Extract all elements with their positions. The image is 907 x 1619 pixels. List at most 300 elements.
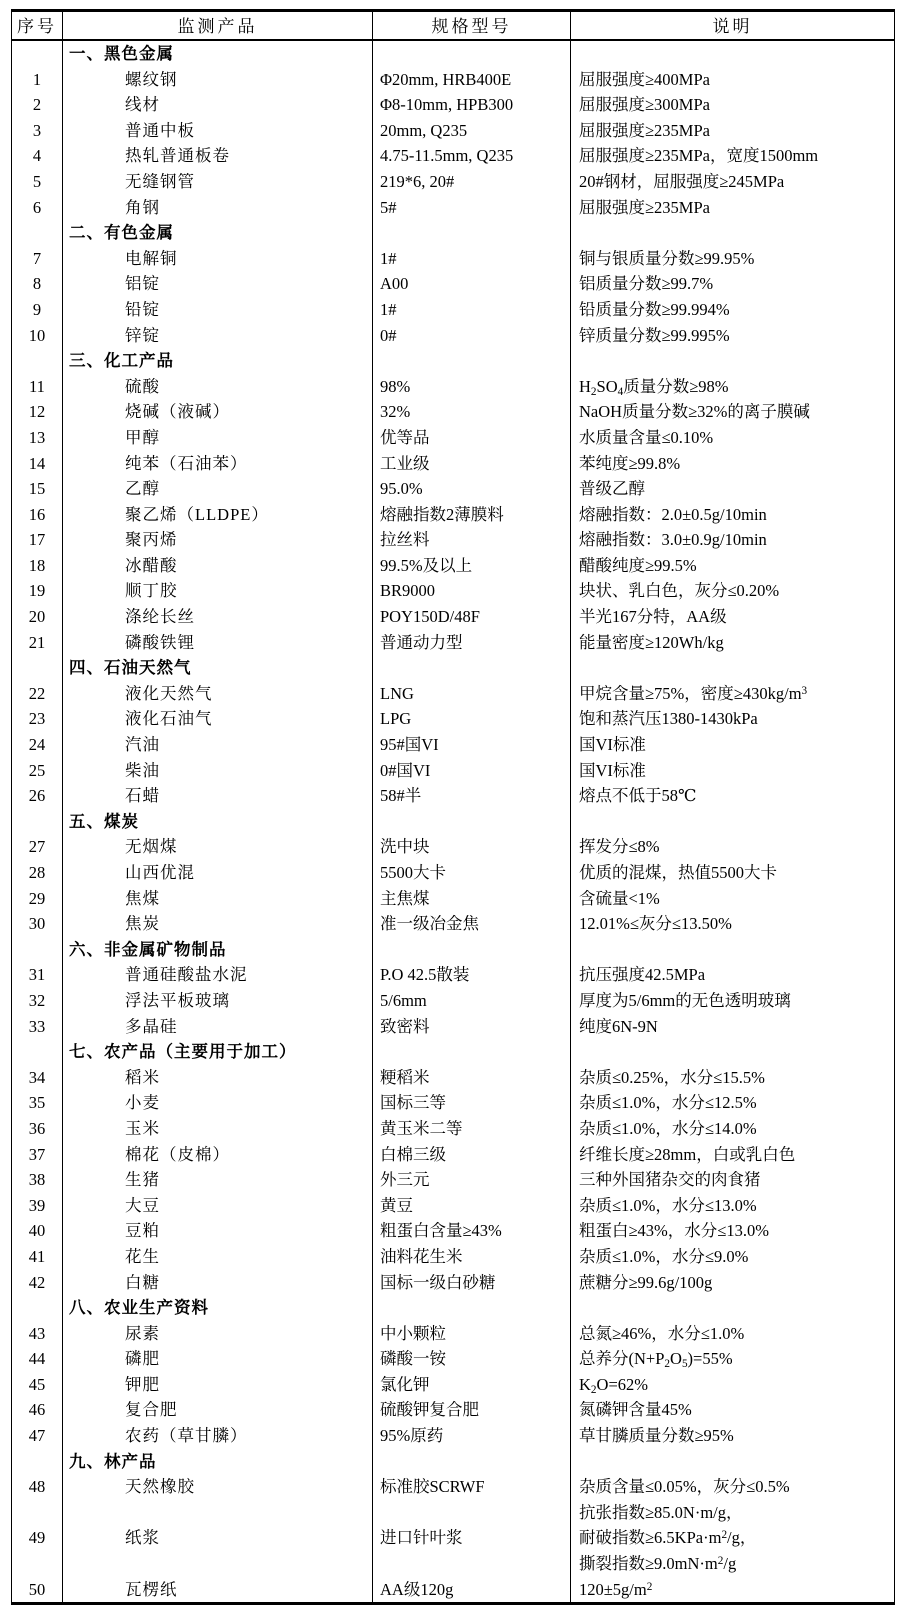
spec-value: 进口针叶浆 — [373, 1525, 571, 1576]
row-number — [12, 655, 63, 681]
spec-value: 熔融指数2薄膜料 — [373, 502, 571, 528]
spec-value: A00 — [373, 271, 571, 297]
table-row — [12, 67, 895, 93]
spec-value: 外三元 — [373, 1167, 571, 1193]
row-number: 30 — [28, 914, 46, 934]
desc-text — [571, 1039, 895, 1065]
table-row — [12, 1142, 895, 1168]
desc-text: 屈服强度≥235MPa — [571, 195, 895, 221]
product-name: 液化石油气 — [63, 706, 373, 732]
row-number: 38 — [28, 1170, 46, 1190]
desc-text: 粗蛋白≥43%，水分≤13.0% — [571, 1218, 895, 1244]
row-number: 47 — [28, 1426, 46, 1446]
desc-text — [571, 655, 895, 681]
table-row — [12, 1218, 895, 1244]
section-title: 九、林产品 — [63, 1449, 373, 1475]
desc-text: 铜与银质量分数≥99.95% — [571, 246, 895, 272]
spec-value: 油料花生米 — [373, 1244, 571, 1270]
table-row — [12, 1193, 895, 1219]
product-name: 线材 — [63, 92, 373, 118]
row-number: 1 — [32, 69, 42, 89]
desc-text: $120\pm 5g/m^2$ — [571, 1577, 895, 1604]
product-name: 多晶硅 — [63, 1014, 373, 1040]
product-name: 螺纹钢 — [63, 67, 373, 93]
section-row — [12, 348, 895, 374]
row-number: 12 — [28, 402, 46, 422]
product-name: 纯苯（石油苯） — [63, 451, 373, 477]
product-name: 生猪 — [63, 1167, 373, 1193]
col-header-product: 监测产品 — [63, 11, 373, 41]
table-row — [12, 630, 895, 656]
table-row — [12, 143, 895, 169]
desc-text: 三种外国猪杂交的肉食猪 — [571, 1167, 895, 1193]
table-row — [12, 92, 895, 118]
desc-text: 20#钢材，屈服强度≥245MPa — [571, 169, 895, 195]
product-name: 花生 — [63, 1244, 373, 1270]
product-name: 硫酸 — [63, 374, 373, 400]
row-number — [12, 1295, 63, 1321]
desc-text: 铅质量分数≥99.994% — [571, 297, 895, 323]
product-name: 棉花（皮棉） — [63, 1142, 373, 1168]
desc-text: 杂质≤1.0%，水分≤13.0% — [571, 1193, 895, 1219]
product-name: 顺丁胶 — [63, 578, 373, 604]
row-number: 23 — [28, 709, 46, 729]
table-row — [12, 886, 895, 912]
desc-text — [571, 937, 895, 963]
row-number: 50 — [28, 1579, 46, 1599]
desc-text: NaOH质量分数≥32%的离子膜碱 — [571, 399, 895, 425]
row-number: 21 — [28, 632, 46, 652]
table-row — [12, 962, 895, 988]
desc-text: 氮磷钾含量45% — [571, 1397, 895, 1423]
row-number: 18 — [28, 555, 46, 575]
table-row — [12, 758, 895, 784]
desc-text: 杂质≤1.0%，水分≤14.0% — [571, 1116, 895, 1142]
spec-value: 0#国VI — [373, 758, 571, 784]
desc-text: 厚度为5/6mm的无色透明玻璃 — [571, 988, 895, 1014]
col-header-serial: 序号 — [12, 11, 63, 41]
spec-value: 白棉三级 — [373, 1142, 571, 1168]
desc-text: 杂质含量≤0.05%，灰分≤0.5% 抗张指数≥85.0N·m/g， — [571, 1474, 895, 1525]
section-title: 四、石油天然气 — [63, 655, 373, 681]
row-number: 19 — [28, 581, 46, 601]
product-name: 磷肥 — [63, 1346, 373, 1372]
row-number — [12, 1449, 63, 1475]
product-name: 聚乙烯（LLDPE） — [63, 502, 373, 528]
desc-text: 饱和蒸汽压1380-1430kPa — [571, 706, 895, 732]
desc-text: 甲烷含量≥75%，密度$\ge 430kg/m^3$ — [571, 681, 895, 707]
row-number: 25 — [28, 760, 46, 780]
section-title: 一、黑色金属 — [63, 40, 373, 67]
row-number: 39 — [28, 1195, 46, 1215]
spec-value: LPG — [373, 706, 571, 732]
row-number: 48 — [28, 1477, 46, 1497]
spec-value: 99.5%及以上 — [373, 553, 571, 579]
desc-text: 国VI标准 — [571, 732, 895, 758]
desc-text: 总氮≥46%，水分≤1.0% — [571, 1321, 895, 1347]
spec-value — [373, 937, 571, 963]
product-name: 浮法平板玻璃 — [63, 988, 373, 1014]
row-number — [12, 1039, 63, 1065]
row-number: 34 — [28, 1067, 46, 1087]
table-row — [12, 195, 895, 221]
spec-value: POY150D/48F — [373, 604, 571, 630]
desc-text: 醋酸纯度≥99.5% — [571, 553, 895, 579]
section-row — [12, 655, 895, 681]
table-row — [12, 1014, 895, 1040]
spec-value: 32% — [373, 399, 571, 425]
table-row — [12, 1525, 895, 1576]
row-number: 43 — [28, 1323, 46, 1343]
desc-text: 屈服强度≥235MPa，宽度1500mm — [571, 143, 895, 169]
table-row — [12, 604, 895, 630]
spec-value: 致密料 — [373, 1014, 571, 1040]
spec-value: 中小颗粒 — [373, 1321, 571, 1347]
spec-value: 5500大卡 — [373, 860, 571, 886]
row-number: 8 — [32, 274, 42, 294]
spec-value: 优等品 — [373, 425, 571, 451]
section-title: 六、非金属矿物制品 — [63, 937, 373, 963]
desc-text: 蔗糖分≥99.6g/100g — [571, 1270, 895, 1296]
spec-value: P.O 42.5散装 — [373, 962, 571, 988]
product-name: 瓦楞纸 — [63, 1577, 373, 1604]
section-row — [12, 40, 895, 67]
table-row — [12, 1270, 895, 1296]
table-row — [12, 1474, 895, 1525]
spec-value: LNG — [373, 681, 571, 707]
product-name: 农药（草甘膦） — [63, 1423, 373, 1449]
product-name: 角钢 — [63, 195, 373, 221]
spec-value: AA级120g — [373, 1577, 571, 1604]
desc-text: $H_2SO_4$质量分数≥98% — [571, 374, 895, 400]
spec-value: 氯化钾 — [373, 1372, 571, 1398]
table-row — [12, 118, 895, 144]
desc-text: 半光167分特，AA级 — [571, 604, 895, 630]
desc-text: 熔融指数：3.0±0.9g/10min — [571, 527, 895, 553]
table-row — [12, 860, 895, 886]
spec-value — [373, 1295, 571, 1321]
spec-value: 普通动力型 — [373, 630, 571, 656]
spec-value: 5/6mm — [373, 988, 571, 1014]
table-row — [12, 1321, 895, 1347]
table-row — [12, 502, 895, 528]
spec-value: 硫酸钾复合肥 — [373, 1397, 571, 1423]
row-number: 36 — [28, 1118, 46, 1138]
row-number — [12, 348, 63, 374]
desc-text: 国VI标准 — [571, 758, 895, 784]
product-name: 铝锭 — [63, 271, 373, 297]
section-row — [12, 1449, 895, 1475]
table-row — [12, 425, 895, 451]
table-row — [12, 169, 895, 195]
row-number: 20 — [28, 607, 46, 627]
table-row — [12, 1116, 895, 1142]
product-name: 纸浆 — [63, 1525, 373, 1576]
spec-value: 磷酸一铵 — [373, 1346, 571, 1372]
row-number: 27 — [28, 837, 46, 857]
spec-value — [373, 220, 571, 246]
row-number: 33 — [28, 1016, 46, 1036]
row-number: 42 — [28, 1272, 46, 1292]
product-name: 稻米 — [63, 1065, 373, 1091]
row-number — [12, 40, 63, 67]
table-row — [12, 271, 895, 297]
desc-text — [571, 220, 895, 246]
desc-text: 草甘膦质量分数≥95% — [571, 1423, 895, 1449]
product-name: 无缝钢管 — [63, 169, 373, 195]
section-row — [12, 1295, 895, 1321]
product-name: 石蜡 — [63, 783, 373, 809]
spec-value: 国标三等 — [373, 1090, 571, 1116]
spec-value: 黄玉米二等 — [373, 1116, 571, 1142]
product-name: 聚丙烯 — [63, 527, 373, 553]
product-name: 无烟煤 — [63, 834, 373, 860]
spec-value: Φ20mm, HRB400E — [373, 67, 571, 93]
product-name: 小麦 — [63, 1090, 373, 1116]
spec-value: 准一级冶金焦 — [373, 911, 571, 937]
desc-text: 纯度6N-9N — [571, 1014, 895, 1040]
spec-value: 58#半 — [373, 783, 571, 809]
desc-text: 挥发分≤8% — [571, 834, 895, 860]
table-row — [12, 1244, 895, 1270]
table-row — [12, 1167, 895, 1193]
spec-value — [373, 1039, 571, 1065]
spec-value: 国标一级白砂糖 — [373, 1270, 571, 1296]
table-body — [12, 40, 895, 1604]
table-row — [12, 706, 895, 732]
row-number: 32 — [28, 990, 46, 1010]
spec-value: 拉丝料 — [373, 527, 571, 553]
desc-text: 能量密度≥120Wh/kg — [571, 630, 895, 656]
desc-text: 普级乙醇 — [571, 476, 895, 502]
row-number: 35 — [28, 1093, 46, 1113]
row-number: 16 — [28, 504, 46, 524]
table-row — [12, 553, 895, 579]
product-name: 烧碱（液碱） — [63, 399, 373, 425]
section-title: 三、化工产品 — [63, 348, 373, 374]
table-row — [12, 988, 895, 1014]
product-name: 普通中板 — [63, 118, 373, 144]
row-number: 6 — [32, 197, 42, 217]
desc-text — [571, 809, 895, 835]
spec-value: 0# — [373, 323, 571, 349]
spec-value: 95#国VI — [373, 732, 571, 758]
spec-value — [373, 40, 571, 67]
section-row — [12, 809, 895, 835]
row-number: 40 — [28, 1221, 46, 1241]
spec-value: 主焦煤 — [373, 886, 571, 912]
desc-text: 熔点不低于58℃ — [571, 783, 895, 809]
section-title: 五、煤炭 — [63, 809, 373, 835]
spec-value: 219*6, 20# — [373, 169, 571, 195]
product-name: 热轧普通板卷 — [63, 143, 373, 169]
product-name: 柴油 — [63, 758, 373, 784]
table-row — [12, 1423, 895, 1449]
spec-value: Φ8-10mm, HPB300 — [373, 92, 571, 118]
spec-value: 粳稻米 — [373, 1065, 571, 1091]
row-number: 37 — [28, 1144, 46, 1164]
desc-text: 屈服强度≥235MPa — [571, 118, 895, 144]
row-number: 46 — [28, 1400, 46, 1420]
product-name: 焦煤 — [63, 886, 373, 912]
spec-value — [373, 809, 571, 835]
spec-value: 粗蛋白含量≥43% — [373, 1218, 571, 1244]
section-title: 八、农业生产资料 — [63, 1295, 373, 1321]
row-number — [12, 220, 63, 246]
row-number: 29 — [28, 888, 46, 908]
spec-value: 20mm, Q235 — [373, 118, 571, 144]
desc-text: 屈服强度≥300MPa — [571, 92, 895, 118]
table-row — [12, 1397, 895, 1423]
table-row — [12, 911, 895, 937]
spec-value: 工业级 — [373, 451, 571, 477]
table-row — [12, 297, 895, 323]
table-row — [12, 732, 895, 758]
product-name: 大豆 — [63, 1193, 373, 1219]
row-number: 3 — [32, 120, 42, 140]
product-name: 豆粕 — [63, 1218, 373, 1244]
spec-value: 1# — [373, 297, 571, 323]
section-row — [12, 937, 895, 963]
product-name: 锌锭 — [63, 323, 373, 349]
spec-value: 标准胶SCRWF — [373, 1474, 571, 1525]
desc-text: 抗压强度42.5MPa — [571, 962, 895, 988]
table-row — [12, 834, 895, 860]
row-number: 28 — [28, 863, 46, 882]
row-number: 2 — [32, 95, 42, 115]
table-row — [12, 1090, 895, 1116]
spec-value — [373, 348, 571, 374]
product-name: 液化天然气 — [63, 681, 373, 707]
row-number: 31 — [28, 965, 46, 985]
section-row — [12, 220, 895, 246]
product-name: 钾肥 — [63, 1372, 373, 1398]
desc-text: 纤维长度≥28mm，白或乳白色 — [571, 1142, 895, 1168]
table-row — [12, 246, 895, 272]
table-row — [12, 451, 895, 477]
table-row — [12, 399, 895, 425]
desc-text: 含硫量<1% — [571, 886, 895, 912]
desc-text: 铝质量分数≥99.7% — [571, 271, 895, 297]
product-name: 复合肥 — [63, 1397, 373, 1423]
row-number: 26 — [28, 786, 46, 806]
spec-value: BR9000 — [373, 578, 571, 604]
section-title: 七、农产品（主要用于加工） — [63, 1039, 373, 1065]
spec-value: 5# — [373, 195, 571, 221]
section-row — [12, 1039, 895, 1065]
product-name: 涤纶长丝 — [63, 604, 373, 630]
desc-text: 熔融指数：2.0±0.5g/10min — [571, 502, 895, 528]
spec-value: 黄豆 — [373, 1193, 571, 1219]
row-number: 14 — [28, 453, 46, 473]
table-row — [12, 681, 895, 707]
monitoring-products-table — [11, 9, 895, 1605]
desc-text: 总养分$(N+P_2O_5)=55\%$ — [571, 1346, 895, 1372]
row-number: 5 — [32, 171, 42, 191]
col-header-description: 说明 — [571, 11, 895, 41]
row-number: 22 — [28, 683, 46, 703]
table-row — [12, 476, 895, 502]
product-name: 白糖 — [63, 1270, 373, 1296]
desc-text: 优质的混煤，热值5500大卡 — [571, 860, 895, 886]
row-number: 7 — [32, 248, 42, 268]
desc-text — [571, 40, 895, 67]
product-name: 汽油 — [63, 732, 373, 758]
table-row — [12, 578, 895, 604]
desc-text: 锌质量分数≥99.995% — [571, 323, 895, 349]
row-number — [12, 809, 63, 835]
product-name: 天然橡胶 — [63, 1474, 373, 1525]
row-number: 24 — [28, 735, 46, 755]
product-name: 尿素 — [63, 1321, 373, 1347]
product-name: 铅锭 — [63, 297, 373, 323]
desc-text: 杂质≤0.25%，水分≤15.5% — [571, 1065, 895, 1091]
table-row — [12, 323, 895, 349]
product-name: 电解铜 — [63, 246, 373, 272]
row-number — [12, 937, 63, 963]
desc-text: $K_2O=62\%$ — [571, 1372, 895, 1398]
desc-text: 屈服强度≥400MPa — [571, 67, 895, 93]
product-name: 甲醇 — [63, 425, 373, 451]
product-name: 普通硅酸盐水泥 — [63, 962, 373, 988]
section-title: 二、有色金属 — [63, 220, 373, 246]
table-row — [12, 783, 895, 809]
product-name: 冰醋酸 — [63, 553, 373, 579]
desc-text: 苯纯度≥99.8% — [571, 451, 895, 477]
product-name: 玉米 — [63, 1116, 373, 1142]
row-number: 45 — [28, 1374, 46, 1394]
desc-text — [571, 1295, 895, 1321]
product-name: 乙醇 — [63, 476, 373, 502]
row-number: 9 — [32, 299, 42, 319]
row-number: 44 — [28, 1349, 46, 1369]
table-row — [12, 1577, 895, 1604]
desc-text — [571, 1449, 895, 1475]
table-row — [12, 1372, 895, 1398]
desc-text: 块状、乳白色，灰分≤0.20% — [571, 578, 895, 604]
desc-text: 水质量含量≤0.10% — [571, 425, 895, 451]
row-number: 15 — [28, 479, 46, 499]
spec-value — [373, 1449, 571, 1475]
row-number: 11 — [29, 376, 45, 396]
spec-value: 1# — [373, 246, 571, 272]
col-header-spec: 规格型号 — [373, 11, 571, 41]
table-row — [12, 374, 895, 400]
desc-text — [571, 348, 895, 374]
spec-value: 95.0% — [373, 476, 571, 502]
spec-value: 95%原药 — [373, 1423, 571, 1449]
table-row — [12, 1065, 895, 1091]
table-row — [12, 1346, 895, 1372]
desc-text: 12.01%≤灰分≤13.50% — [571, 911, 895, 937]
desc-text: 耐破指数$\ge 6.5KPa\cdot m^2/g$， 撕裂指数$\ge 9.0mN\cdot m^2/g$ — [571, 1525, 895, 1576]
row-number: 41 — [28, 1246, 46, 1266]
product-name: 磷酸铁锂 — [63, 630, 373, 656]
desc-text: 杂质≤1.0%，水分≤9.0% — [571, 1244, 895, 1270]
row-number: 49 — [28, 1528, 46, 1548]
row-number: 13 — [28, 427, 46, 447]
spec-value — [373, 655, 571, 681]
spec-value: 洗中块 — [373, 834, 571, 860]
desc-text: 杂质≤1.0%，水分≤12.5% — [571, 1090, 895, 1116]
row-number: 4 — [32, 146, 42, 166]
product-name: 山西优混 — [63, 860, 373, 886]
row-number: 10 — [28, 325, 46, 345]
table-row — [12, 527, 895, 553]
spec-value: 4.75-11.5mm, Q235 — [373, 143, 571, 169]
table-header-row — [12, 11, 895, 41]
product-name: 焦炭 — [63, 911, 373, 937]
